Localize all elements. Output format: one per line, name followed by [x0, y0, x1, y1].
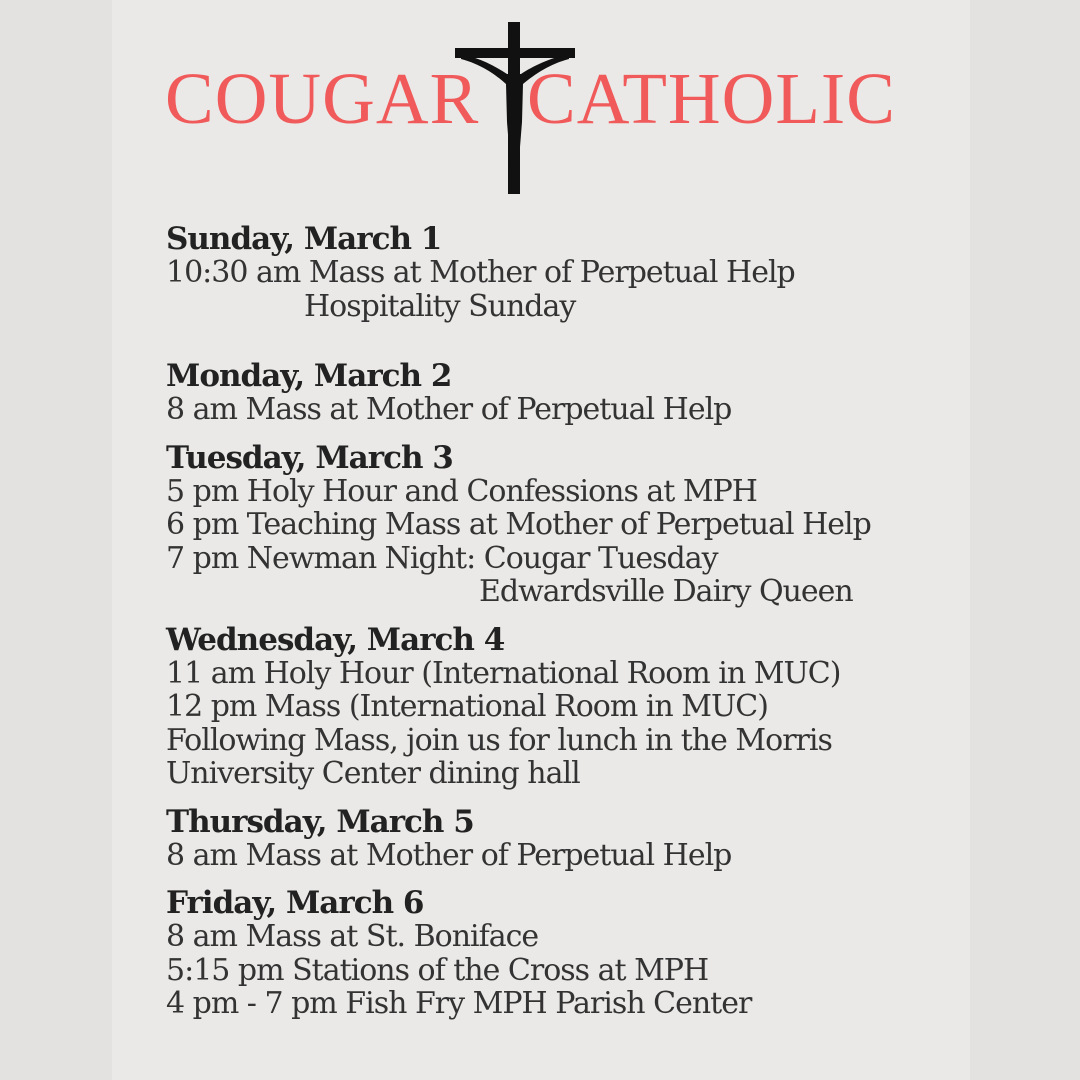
- day-title: Tuesday, March 3: [166, 439, 453, 476]
- event-note: Edwardsville Dairy Queen: [479, 574, 853, 609]
- event-line: 8 am Mass at St. Boniface: [166, 919, 539, 954]
- logo-word-catholic: CATHOLIC: [527, 58, 896, 139]
- day-title: Wednesday, March 4: [166, 621, 505, 658]
- logo-word-cougar: COUGAR: [165, 58, 480, 139]
- event-schedule: [166, 222, 966, 1021]
- crucifix-icon: [455, 22, 575, 194]
- day-title: Thursday, March 5: [166, 803, 474, 840]
- day-thursday: [166, 805, 966, 873]
- day-tuesday: [166, 441, 966, 609]
- event-line: Following Mass, join us for lunch in the Morris: [166, 722, 832, 758]
- day-friday: [166, 886, 966, 1021]
- day-monday: [166, 359, 966, 427]
- event-line: 6 pm Teaching Mass at Mother of Perpetual Help: [166, 507, 871, 542]
- day-wednesday: [166, 623, 966, 791]
- day-sunday: [166, 222, 966, 323]
- event-note: Hospitality Sunday: [304, 288, 576, 324]
- event-line: 7 pm Newman Night: Cougar Tuesday: [166, 540, 718, 576]
- event-line: 8 am Mass at Mother of Perpetual Help: [166, 392, 732, 427]
- event-line: 5:15 pm Stations of the Cross at MPH: [166, 952, 709, 988]
- day-title: Friday, March 6: [166, 885, 424, 921]
- event-line: 10:30 am Mass at Mother of Perpetual Help: [166, 255, 795, 290]
- event-line: 11 am Holy Hour (International Room in MUC): [166, 655, 841, 691]
- event-line: 8 am Mass at Mother of Perpetual Help: [166, 837, 732, 873]
- event-line: University Center dining hall: [166, 756, 580, 791]
- event-line: 12 pm Mass (International Room in MUC): [166, 689, 768, 724]
- header-logo: [0, 0, 1080, 200]
- day-title: Sunday, March 1: [166, 221, 442, 257]
- event-line: 5 pm Holy Hour and Confessions at MPH: [166, 473, 757, 509]
- event-line: 4 pm - 7 pm Fish Fry MPH Parish Center: [166, 986, 752, 1021]
- day-title: Monday, March 2: [166, 358, 452, 394]
